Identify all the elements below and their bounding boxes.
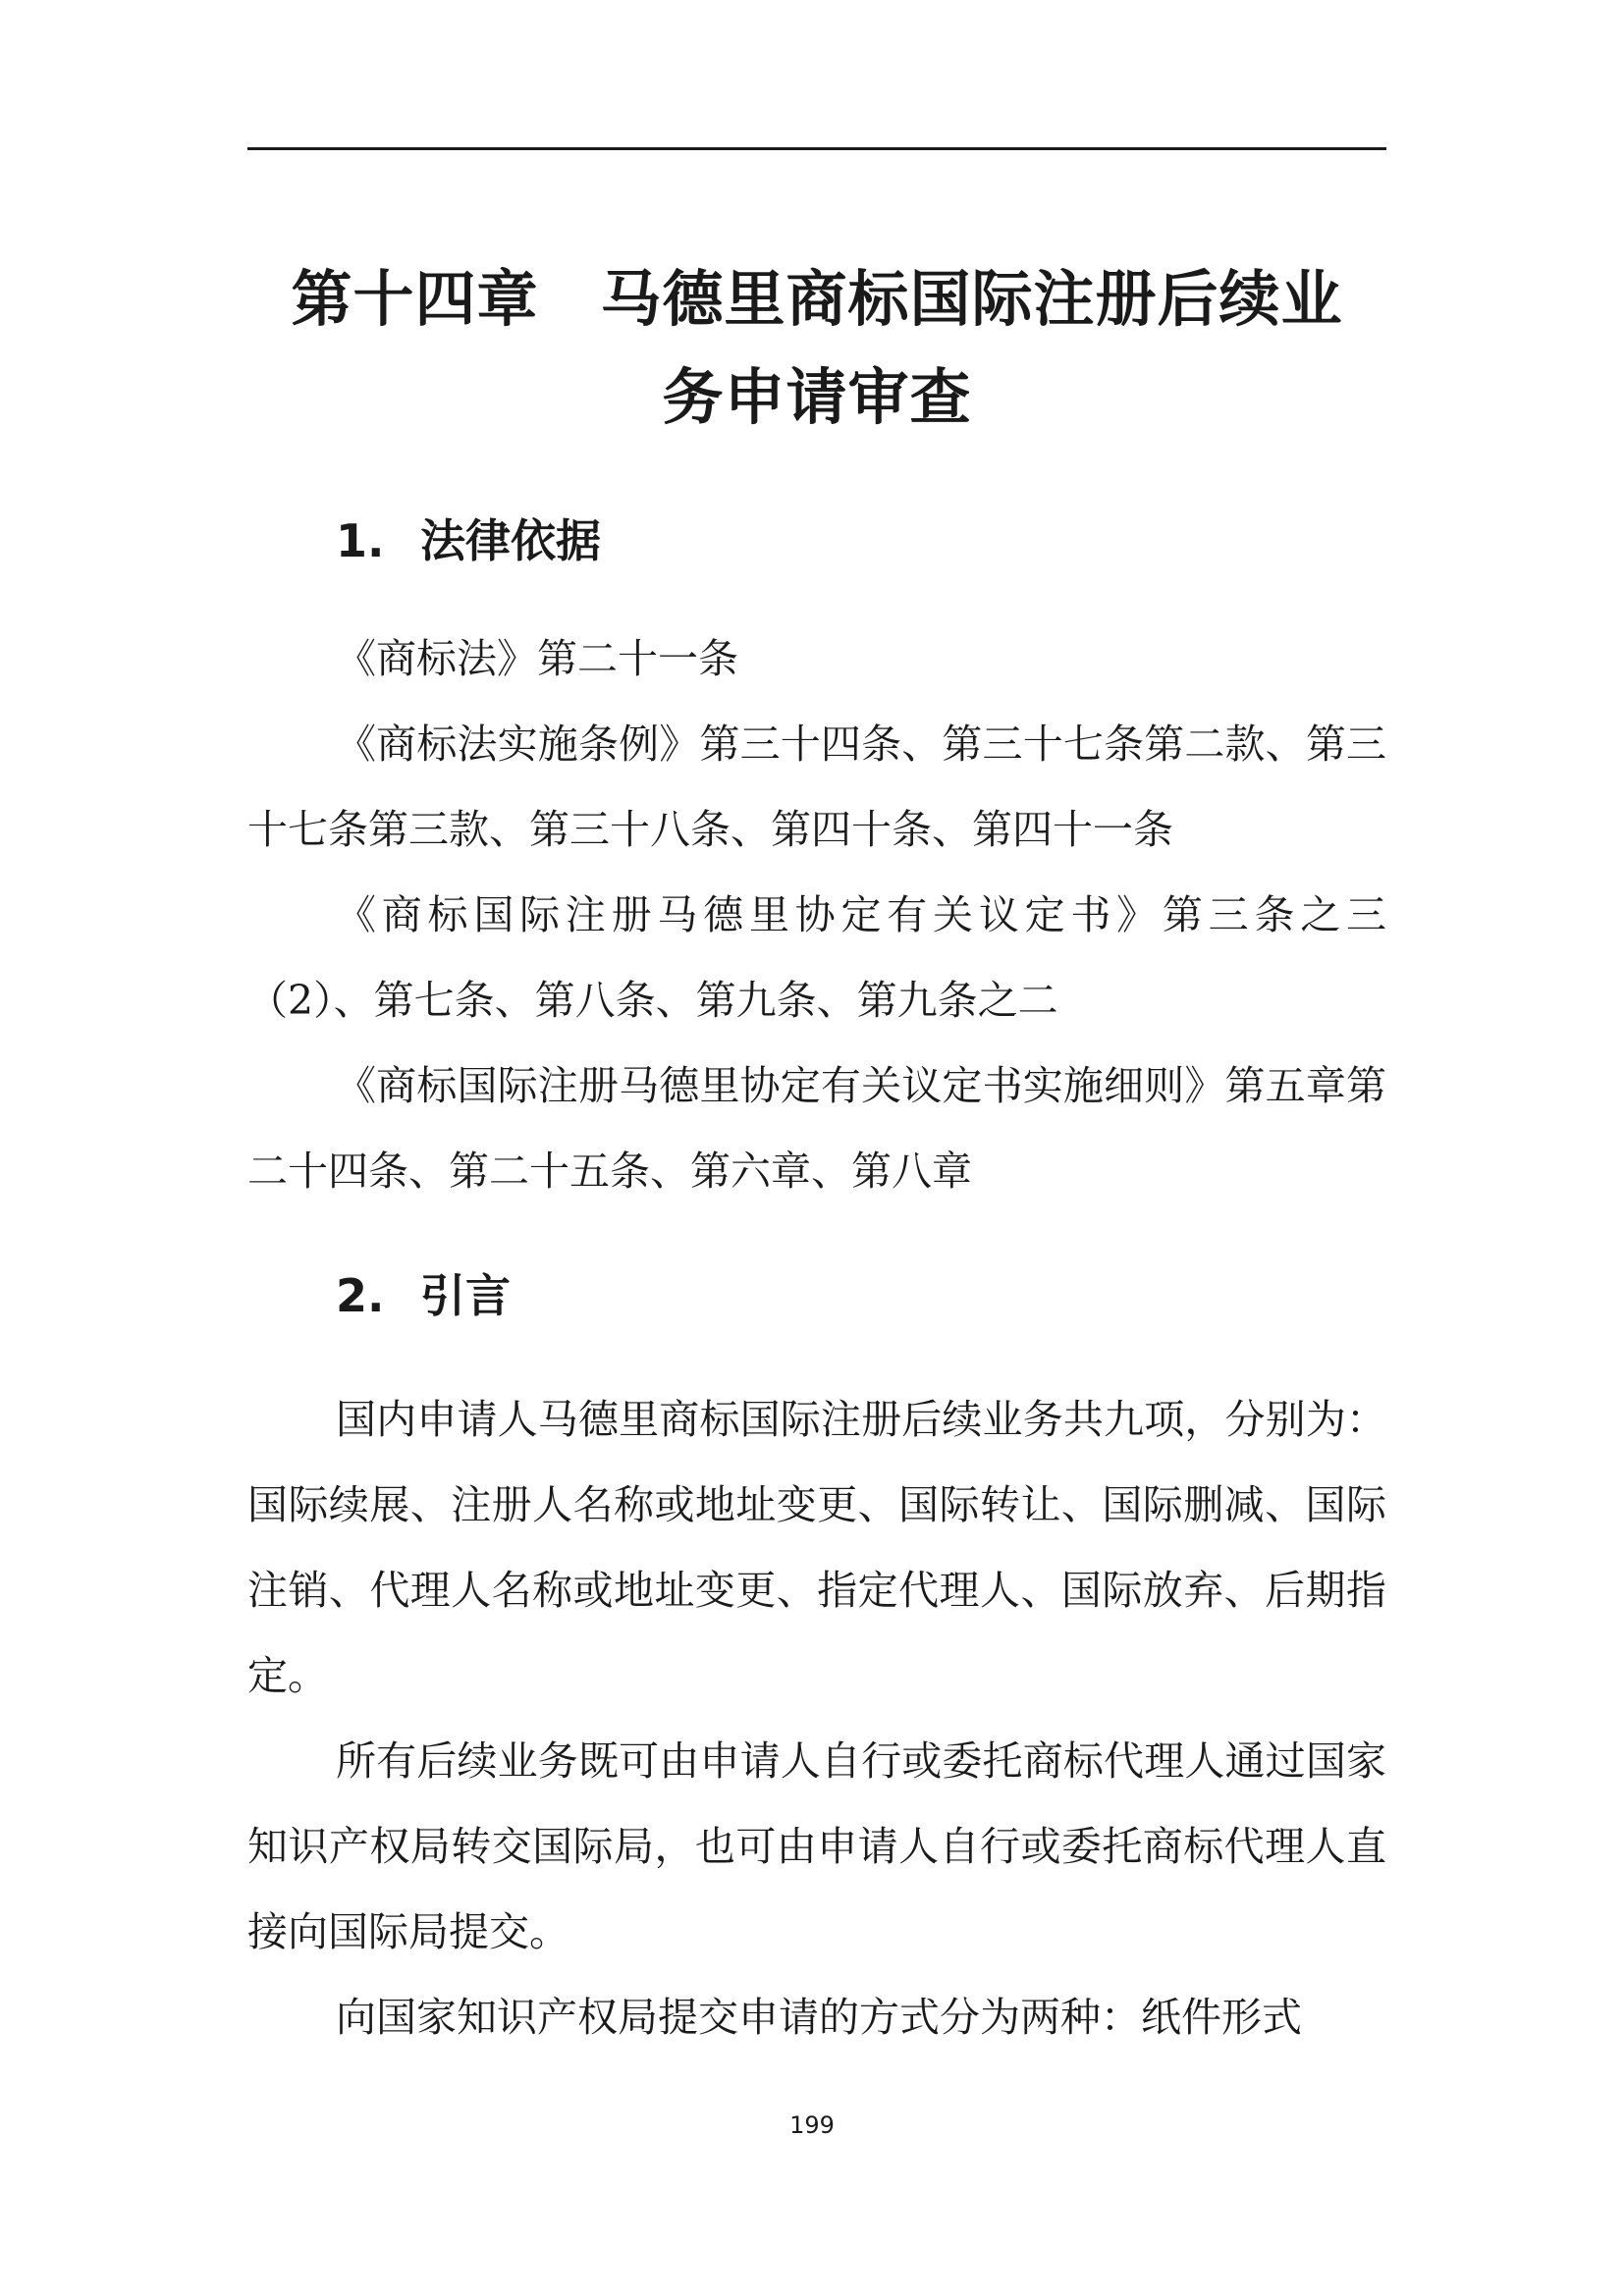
header-rule (247, 147, 1386, 150)
paragraph: 向国家知识产权局提交申请的方式分为两种：纸件形式 (336, 1994, 1302, 2041)
paragraph: 《商标法》第二十一条 (336, 635, 738, 682)
section-title: 引言 (420, 1269, 511, 1322)
section-title: 法律依据 (420, 514, 601, 567)
paragraph: 所有后续业务既可由申请人自行或委托商标代理人通过国家知识产权局转交国际局，也可由申请人自行或委托商标代理人直接向国际局提交。 (247, 1737, 1386, 1955)
section-number: 2. (336, 1269, 385, 1322)
chapter-title-line-1: 第十四章 马德里商标国际注册后续业 (291, 263, 1343, 335)
section-heading-introduction (336, 1266, 511, 1325)
chapter-title-line-2: 务申请审查 (662, 361, 972, 433)
paragraph: 《商标法实施条例》第三十四条、第三十七条第二款、第三十七条第三款、第三十八条、第四十条、第四十一条 (247, 721, 1386, 853)
chapter-title (247, 250, 1386, 447)
paragraph: 国内申请人马德里商标国际注册后续业务共九项，分别为：国际续展、注册人名称或地址变更、国际转让、国际删减、国际注销、代理人名称或地址变更、指定代理人、国际放弃、后期指定。 (247, 1396, 1386, 1699)
paragraph: 《商标国际注册马德里协定有关议定书实施细则》第五章第二十四条、第二十五条、第六章、第八章 (247, 1062, 1386, 1195)
page-number: 199 (789, 2111, 835, 2139)
legal-basis-list (247, 616, 1386, 1214)
section-heading-legal-basis (336, 511, 601, 570)
section-number: 1. (336, 514, 385, 567)
introduction-body (247, 1377, 1386, 2060)
paragraph: 《商标国际注册马德里协定有关议定书》第三条之三（2）、第七条、第八条、第九条、第九条之二 (247, 891, 1386, 1024)
